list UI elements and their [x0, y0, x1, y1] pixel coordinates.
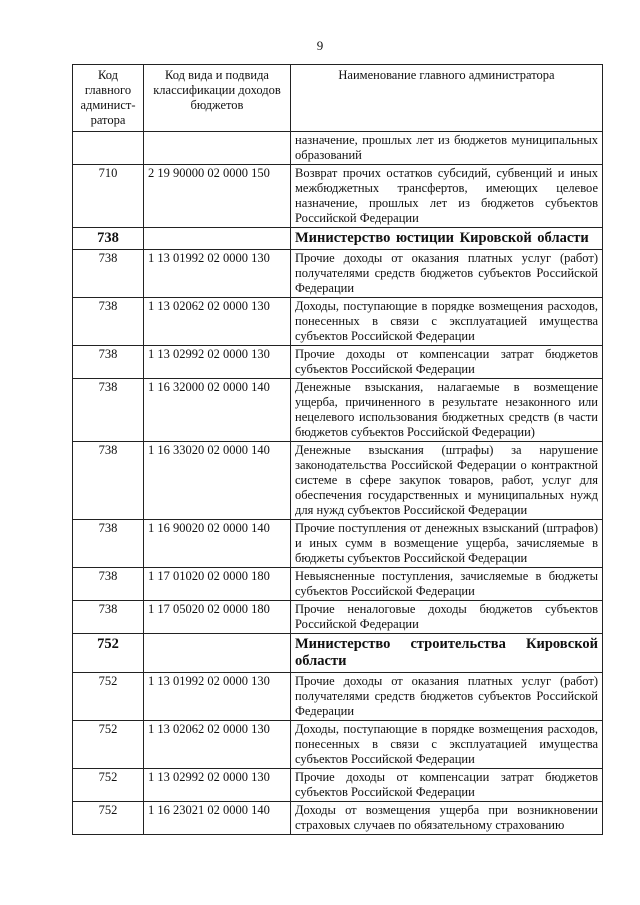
admin-name-cell: Прочие доходы от компенсации затрат бюджетов субъектов Российской Федерации	[291, 346, 603, 379]
classification-code-cell: 1 16 90020 02 0000 140	[144, 520, 291, 568]
table-row	[73, 250, 603, 298]
admin-name-cell: Прочие доходы от компенсации затрат бюджетов субъектов Российской Федерации	[291, 769, 603, 802]
table-row	[73, 379, 603, 442]
header-row	[73, 65, 603, 132]
table-row	[73, 673, 603, 721]
admin-code-cell: 710	[73, 165, 144, 228]
admin-code-cell: 752	[73, 673, 144, 721]
admin-name-cell: Прочие доходы от оказания платных услуг (работ) получателями средств бюджетов субъектов Российской Федерации	[291, 673, 603, 721]
classification-code-cell: 1 13 02062 02 0000 130	[144, 298, 291, 346]
classification-code-cell: 1 13 01992 02 0000 130	[144, 250, 291, 298]
section-row	[73, 634, 603, 673]
classification-code-cell	[144, 132, 291, 165]
table-row	[73, 298, 603, 346]
page-number: 9	[316, 38, 324, 53]
table-row	[73, 442, 603, 520]
table-row	[73, 601, 603, 634]
table-row	[73, 346, 603, 379]
admin-code-cell: 752	[73, 802, 144, 835]
classification-code-cell: 1 13 02992 02 0000 130	[144, 346, 291, 379]
admin-name-cell: Доходы, поступающие в порядке возмещения расходов, понесенных в связи с эксплуатацией имущества субъектов Российской Федерации	[291, 721, 603, 769]
admin-name-cell: назначение, прошлых лет из бюджетов муниципальных образований	[291, 132, 603, 165]
admin-code-cell: 738	[73, 520, 144, 568]
classification-code-cell: 1 16 33020 02 0000 140	[144, 442, 291, 520]
header-admin-code: Код главного админист-ратора	[73, 65, 144, 132]
revenue-administrators-table	[72, 64, 603, 835]
admin-name-cell: Денежные взыскания, налагаемые в возмещение ущерба, причиненного в результате незаконного или нецелевого использования бюджетных средств (в части бюджетов субъектов Российской Федерации)	[291, 379, 603, 442]
admin-name-cell: Прочие неналоговые доходы бюджетов субъектов Российской Федерации	[291, 601, 603, 634]
admin-code-cell: 738	[73, 228, 144, 250]
header-admin-name: Наименование главного администратора	[291, 65, 603, 132]
admin-name-cell: Денежные взыскания (штрафы) за нарушение законодательства Российской Федерации о контрактной системе в сфере закупок товаров, работ, услуг для обеспечения государственных и муниципальных нужд для нужд субъектов Российской Федерации	[291, 442, 603, 520]
admin-code-cell: 752	[73, 769, 144, 802]
classification-code-cell: 1 17 01020 02 0000 180	[144, 568, 291, 601]
admin-code-cell: 752	[73, 634, 144, 673]
table-row	[73, 769, 603, 802]
admin-code-cell: 738	[73, 346, 144, 379]
admin-name-cell: Прочие поступления от денежных взысканий (штрафов) и иных сумм в возмещение ущерба, зачисляемые в бюджеты субъектов Российской Федерации	[291, 520, 603, 568]
section-row	[73, 228, 603, 250]
table-row	[73, 568, 603, 601]
admin-code-cell: 738	[73, 250, 144, 298]
admin-name-cell: Прочие доходы от оказания платных услуг (работ) получателями средств бюджетов субъектов Российской Федерации	[291, 250, 603, 298]
table-header	[73, 65, 603, 132]
classification-code-cell: 1 16 32000 02 0000 140	[144, 379, 291, 442]
table-row	[73, 802, 603, 835]
table-row	[73, 721, 603, 769]
classification-code-cell: 1 13 01992 02 0000 130	[144, 673, 291, 721]
classification-code-cell: 1 13 02992 02 0000 130	[144, 769, 291, 802]
classification-code-cell	[144, 228, 291, 250]
admin-code-cell: 738	[73, 379, 144, 442]
classification-code-cell: 1 13 02062 02 0000 130	[144, 721, 291, 769]
table-row	[73, 132, 603, 165]
classification-code-cell	[144, 634, 291, 673]
header-classification-code: Код вида и подвида классификации доходов бюджетов	[144, 65, 291, 132]
table-body	[73, 132, 603, 835]
admin-code-cell: 738	[73, 568, 144, 601]
admin-name-cell: Невыясненные поступления, зачисляемые в бюджеты субъектов Российской Федерации	[291, 568, 603, 601]
section-title-cell: Министерство юстиции Кировской области	[291, 228, 603, 250]
table-row	[73, 520, 603, 568]
admin-name-cell: Доходы, поступающие в порядке возмещения расходов, понесенных в связи с эксплуатацией имущества субъектов Российской Федерации	[291, 298, 603, 346]
admin-code-cell: 738	[73, 442, 144, 520]
table-row	[73, 165, 603, 228]
classification-code-cell: 1 16 23021 02 0000 140	[144, 802, 291, 835]
admin-code-cell	[73, 132, 144, 165]
admin-code-cell: 738	[73, 298, 144, 346]
admin-code-cell: 738	[73, 601, 144, 634]
classification-code-cell: 2 19 90000 02 0000 150	[144, 165, 291, 228]
classification-code-cell: 1 17 05020 02 0000 180	[144, 601, 291, 634]
admin-name-cell: Доходы от возмещения ущерба при возникновении страховых случаев по обязательному страхованию	[291, 802, 603, 835]
admin-code-cell: 752	[73, 721, 144, 769]
admin-name-cell: Возврат прочих остатков субсидий, субвенций и иных межбюджетных трансфертов, имеющих целевое назначение, прошлых лет из бюджетов субъектов Российской Федерации	[291, 165, 603, 228]
section-title-cell: Министерство строительства Кировской области	[291, 634, 603, 673]
